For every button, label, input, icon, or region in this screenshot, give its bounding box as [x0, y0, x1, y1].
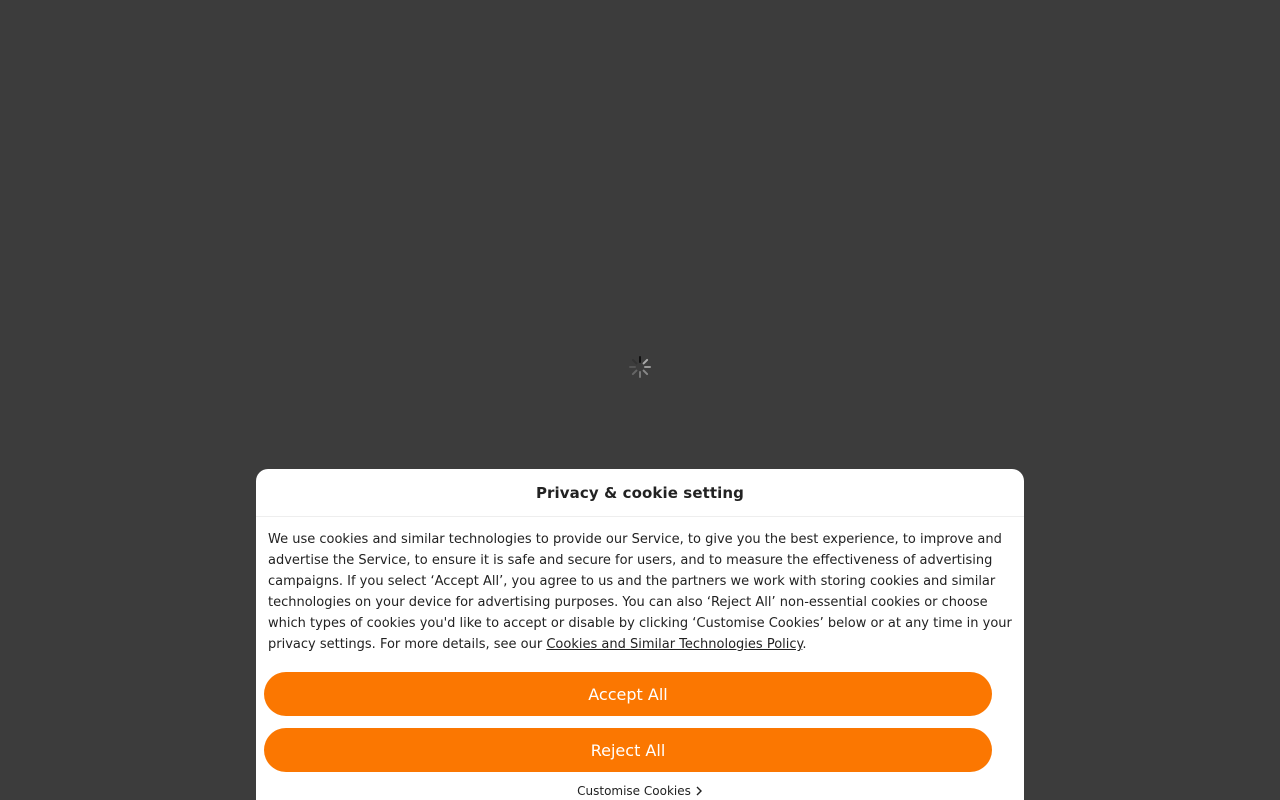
dialog-title: Privacy & cookie setting	[535, 483, 745, 502]
accept-all-label: Accept All	[588, 684, 668, 704]
customise-cookies-label: Customise Cookies	[577, 784, 691, 798]
chevron-right-icon	[695, 786, 703, 796]
description-end: .	[802, 637, 807, 652]
cookie-consent-dialog	[256, 469, 1024, 800]
reject-all-label: Reject All	[590, 740, 666, 760]
spinner-icon	[628, 355, 652, 379]
cookie-policy-link[interactable]: Cookies and Similar Technologies Policy	[546, 637, 803, 652]
dialog-header	[256, 469, 1024, 517]
dialog-body	[256, 517, 1024, 655]
reject-all-button[interactable]	[264, 728, 992, 772]
customise-cookies-button[interactable]	[256, 784, 1024, 798]
description-text: We use cookies and similar technologies to provide our Service, to give you the best experience, to improve and advertise the Service, to ensure it is safe and secure for users, and to measure the effectiveness of advertising campaigns. If you select ‘Accept All’, you agree to us and the partners we work with storing cookies and similar technologies on your device for advertising purposes. You can also ‘Reject All’ non-essential cookies or choose which types of cookies you'd like to accept or disable by clicking ‘Customise Cookies’ below or at any time in your privacy settings. For more details, see our	[268, 532, 1012, 652]
cookie-description	[268, 529, 1012, 655]
accept-all-button[interactable]	[264, 672, 992, 716]
